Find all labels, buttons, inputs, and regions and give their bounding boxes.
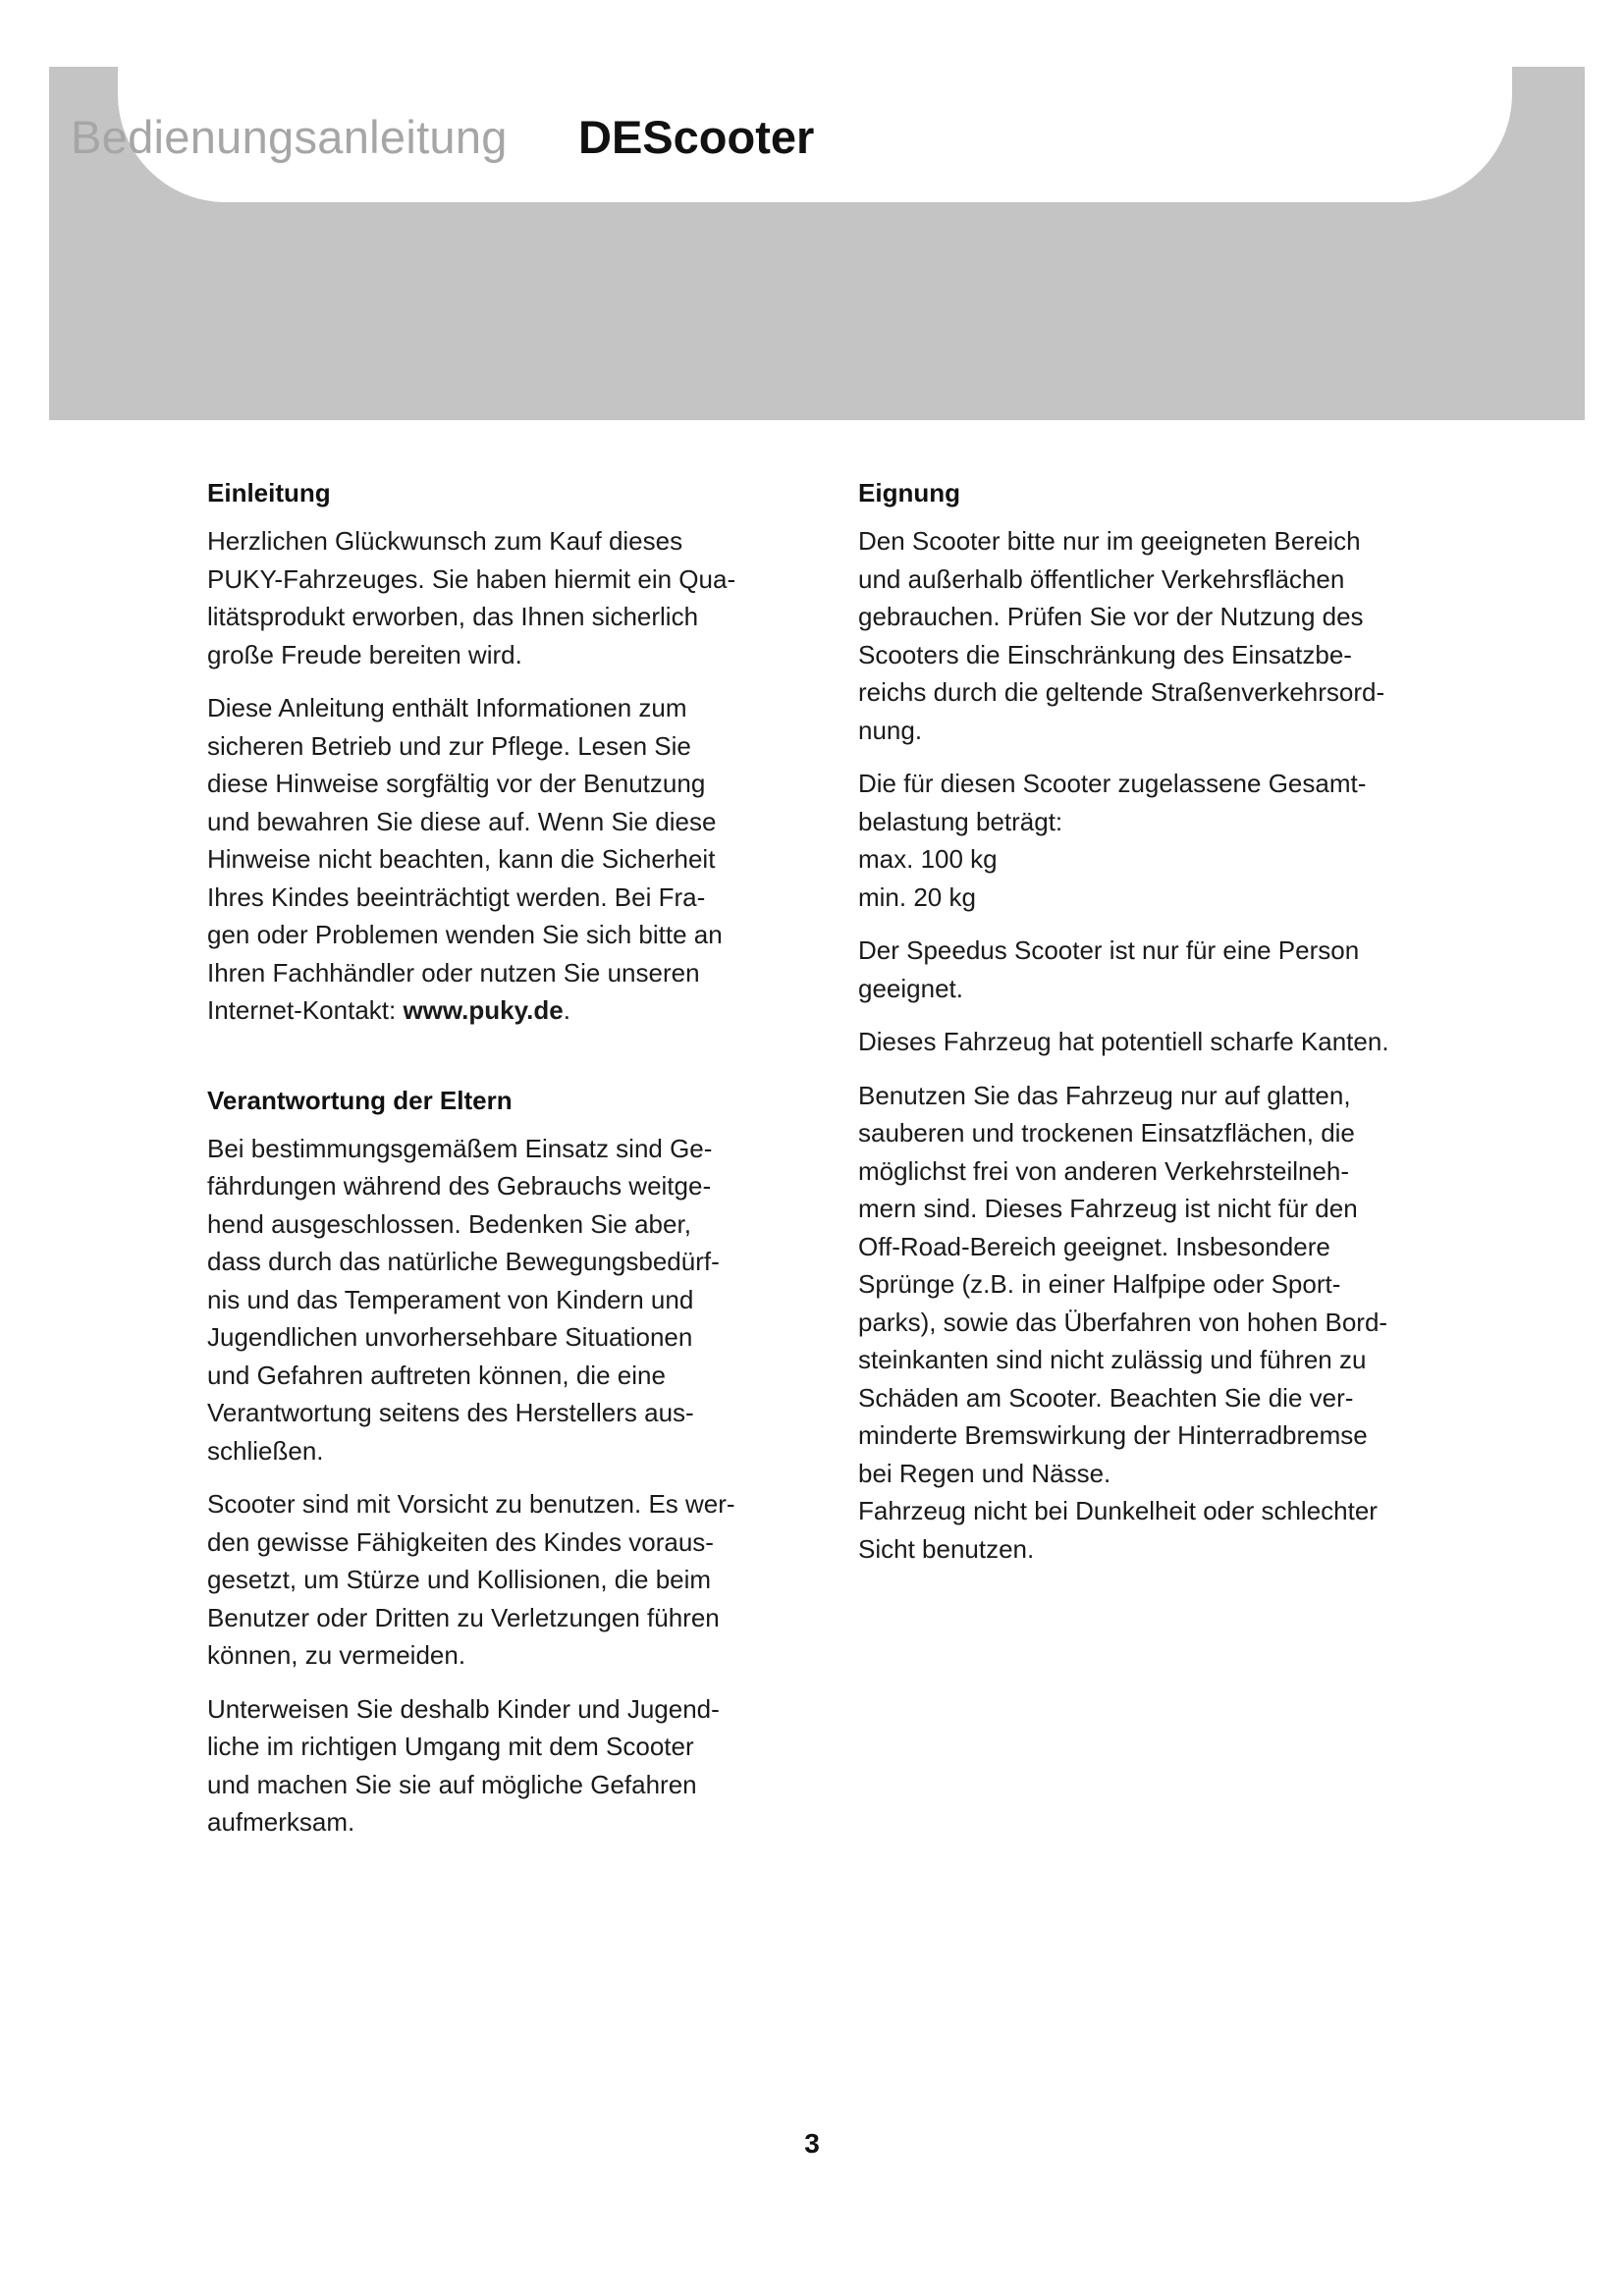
text-line: parks), sowie das Überfahren von hohen Bord- bbox=[858, 1307, 1388, 1337]
spacer bbox=[207, 1045, 796, 1085]
text-line: dass durch das natürliche Bewegungsbedürf- bbox=[207, 1247, 720, 1276]
product-title: DEScooter bbox=[578, 111, 815, 163]
text-line: Bei bestimmungsgemäßem Einsatz sind Ge- bbox=[207, 1133, 713, 1163]
text-line: können, zu vermeiden. bbox=[207, 1640, 466, 1670]
text-line: Sicht benutzen. bbox=[858, 1533, 1035, 1564]
text-line: und bewahren Sie diese auf. Wenn Sie diese bbox=[207, 806, 717, 836]
text-line: steinkanten sind nicht zulässig und führen zu bbox=[858, 1345, 1367, 1374]
heading-verantwortung: Verantwortung der Eltern bbox=[207, 1085, 513, 1115]
text-line: Ihres Kindes beeinträchtigt werden. Bei Fra- bbox=[207, 881, 706, 912]
text-line: mern sind. Dieses Fahrzeug ist nicht für den bbox=[858, 1194, 1358, 1223]
text-line bbox=[207, 991, 796, 1030]
text-line: hend ausgeschlossen. Bedenken Sie aber, bbox=[207, 1208, 691, 1239]
text-line: und Gefahren auftreten können, die eine bbox=[207, 1360, 666, 1390]
text-line: fährdungen während des Gebrauchs weitge- bbox=[207, 1171, 712, 1201]
paragraph bbox=[207, 1485, 796, 1675]
heading-eignung: Eignung bbox=[858, 478, 960, 507]
paragraph bbox=[858, 1077, 1447, 1569]
text-line: Scooters die Einschränkung des Einsatzbe- bbox=[858, 639, 1352, 669]
text-line: reichs durch die geltende Straßenverkehrsord- bbox=[858, 677, 1385, 707]
text-line: diese Hinweise sorgfältig vor der Benutzung bbox=[207, 769, 706, 798]
text-line: gesetzt, um Stürze und Kollisionen, die beim bbox=[207, 1565, 712, 1594]
text-line: den gewisse Fähigkeiten des Kindes voraus- bbox=[207, 1526, 714, 1557]
text-line: große Freude bereiten wird. bbox=[207, 639, 522, 669]
text-line: PUKY-Fahrzeuges. Sie haben hiermit ein Qua- bbox=[207, 563, 736, 594]
text-line: belastung beträgt: bbox=[858, 806, 1063, 836]
text-line: nung. bbox=[858, 715, 923, 745]
text-line: bei Regen und Nässe. bbox=[858, 1458, 1111, 1488]
text-line: geeignet. bbox=[858, 973, 963, 1003]
text-line: und machen Sie sie auf mögliche Gefahren bbox=[207, 1769, 697, 1799]
text-line: Herzlichen Glückwunsch zum Kauf dieses bbox=[207, 526, 683, 556]
text-line: Diese Anleitung enthält Informationen zum bbox=[207, 693, 687, 722]
text-line: Der Speedus Scooter ist nur für eine Person bbox=[858, 935, 1360, 965]
text-line: Off-Road-Bereich geeignet. Insbesondere bbox=[858, 1231, 1330, 1261]
paragraph bbox=[207, 1690, 796, 1842]
text-line: minderte Bremswirkung der Hinterradbremse bbox=[858, 1420, 1368, 1450]
text-fragment: Internet-Kontakt: bbox=[207, 995, 404, 1025]
header-ear bbox=[1512, 67, 1585, 165]
text-line: Benutzen Sie das Fahrzeug nur auf glatten, bbox=[858, 1080, 1351, 1110]
max-load: max. 100 kg bbox=[858, 844, 998, 874]
text-line: möglichst frei von anderen Verkehrsteilneh- bbox=[858, 1155, 1350, 1186]
text-line: gebrauchen. Prüfen Sie vor der Nutzung des bbox=[858, 602, 1364, 631]
text-line: litätsprodukt erworben, das Ihnen sicherlich bbox=[207, 602, 699, 631]
text-line: Die für diesen Scooter zugelassene Gesamt- bbox=[858, 769, 1367, 798]
left-column bbox=[207, 477, 796, 1857]
text-line: Scooter sind mit Vorsicht zu benutzen. Es wer- bbox=[207, 1489, 735, 1519]
text-fragment: . bbox=[563, 995, 570, 1025]
text-line: Den Scooter bitte nur im geeigneten Bereich bbox=[858, 526, 1361, 556]
text-line: Ihren Fachhändler oder nutzen Sie unseren bbox=[207, 957, 700, 988]
paragraph bbox=[207, 689, 796, 1030]
text-line: gen oder Problemen wenden Sie sich bitte an bbox=[207, 920, 723, 949]
right-column bbox=[858, 477, 1447, 1583]
text-line: sicheren Betrieb und zur Pflege. Lesen Sie bbox=[207, 730, 691, 761]
text-line: schließen. bbox=[207, 1435, 324, 1466]
paragraph bbox=[858, 932, 1447, 1007]
text-line: Unterweisen Sie deshalb Kinder und Jugend- bbox=[207, 1693, 720, 1724]
paragraph bbox=[207, 522, 796, 673]
min-load: min. 20 kg bbox=[858, 881, 976, 912]
text-line: nis und das Temperament von Kindern und bbox=[207, 1284, 694, 1314]
text-line: Verantwortung seitens des Herstellers aus- bbox=[207, 1398, 694, 1427]
paragraph bbox=[858, 1023, 1447, 1061]
document-type-title: Bedienungsanleitung bbox=[71, 111, 508, 163]
text-line: und außerhalb öffentlicher Verkehrsflächen bbox=[858, 563, 1345, 594]
text-line: Dieses Fahrzeug hat potentiell scharfe Kanten. bbox=[858, 1027, 1389, 1056]
page-number: 3 bbox=[804, 2128, 820, 2159]
text-line: aufmerksam. bbox=[207, 1807, 355, 1837]
text-line: Fahrzeug nicht bei Dunkelheit oder schlechter bbox=[858, 1496, 1378, 1525]
text-line: liche im richtigen Umgang mit dem Scooter bbox=[207, 1732, 694, 1761]
text-line: Benutzer oder Dritten zu Verletzungen führen bbox=[207, 1602, 720, 1632]
website-link[interactable]: www.puky.de bbox=[403, 995, 564, 1025]
paragraph bbox=[858, 765, 1447, 916]
text-line: Jugendlichen unvorhersehbare Situationen bbox=[207, 1322, 693, 1352]
text-line: Sprünge (z.B. in einer Halfpipe oder Sport- bbox=[858, 1269, 1341, 1299]
text-line: Schäden am Scooter. Beachten Sie die ver- bbox=[858, 1382, 1354, 1413]
paragraph bbox=[858, 522, 1447, 749]
paragraph bbox=[207, 1130, 796, 1470]
heading-einleitung: Einleitung bbox=[207, 478, 331, 507]
text-line: Hinweise nicht beachten, kann die Sicherheit bbox=[207, 844, 716, 874]
text-line: sauberen und trockenen Einsatzflächen, die bbox=[858, 1118, 1355, 1148]
